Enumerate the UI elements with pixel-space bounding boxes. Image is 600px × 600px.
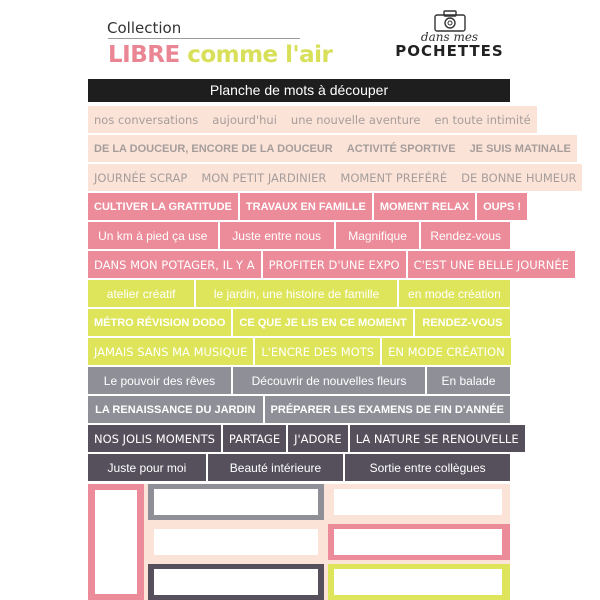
camera-icon <box>433 10 467 32</box>
collection-label: Collection <box>107 19 182 37</box>
word-row <box>88 222 510 249</box>
word-sticker[interactable]: PRÉPARER LES EXAMENS DE FIN D'ANNÉE <box>265 396 510 423</box>
word-sticker[interactable]: Le pouvoir des rêves <box>88 367 231 394</box>
word-sticker[interactable]: Rendez-vous <box>421 222 510 249</box>
tall-white-inset <box>95 490 137 594</box>
word-sticker[interactable]: OUPS ! <box>477 193 527 220</box>
word-sticker[interactable]: MOMENT PREFÉRÉ <box>334 164 453 191</box>
word-row <box>88 164 577 191</box>
word-sticker[interactable]: Magnifique <box>336 222 420 249</box>
word-sticker[interactable]: Sortie entre collègues <box>345 454 510 481</box>
peach-mid-inset <box>154 529 318 555</box>
word-row <box>88 396 510 423</box>
brand-logo <box>392 10 507 74</box>
word-sticker[interactable]: LA RENAISSANCE DU JARDIN <box>88 396 263 423</box>
collection-divider <box>108 38 300 39</box>
word-row <box>88 106 531 133</box>
word-sticker[interactable]: ACTIVITÉ SPORTIVE <box>341 135 462 162</box>
word-sticker[interactable]: en toute intimité <box>428 106 536 133</box>
word-row <box>88 280 510 307</box>
word-sticker[interactable]: DANS MON POTAGER, IL Y A <box>88 251 261 278</box>
word-sticker[interactable]: Beauté intérieure <box>208 454 343 481</box>
word-sticker[interactable]: LA NATURE SE RENOUVELLE <box>350 425 525 452</box>
word-sticker[interactable]: en mode création <box>399 280 510 307</box>
word-sticker[interactable]: le jardin, une histoire de famille <box>196 280 397 307</box>
sheet-title: Planche de mots à découper <box>88 79 510 102</box>
brand-bottom-text: POCHETTES <box>395 42 504 60</box>
collection-title <box>108 42 332 68</box>
word-sticker[interactable]: JOURNÉE SCRAP <box>88 164 193 191</box>
word-sticker[interactable]: TRAVAUX EN FAMILLE <box>240 193 372 220</box>
word-row <box>88 454 510 481</box>
word-row <box>88 193 522 220</box>
word-sticker[interactable]: atelier créatif <box>88 280 194 307</box>
blank-labels-area <box>88 484 510 600</box>
word-sticker[interactable]: DE BONNE HUMEUR <box>455 164 582 191</box>
word-sticker[interactable]: MÉTRO RÉVISION DODO <box>88 309 231 336</box>
word-sticker[interactable]: C'EST UNE BELLE JOURNÉE <box>408 251 575 278</box>
brand-top-text: dans mes <box>420 30 479 44</box>
word-sticker[interactable]: RENDEZ-VOUS <box>415 309 510 336</box>
word-row <box>88 367 510 394</box>
word-sticker[interactable]: EN MODE CRÉATION <box>382 338 511 365</box>
word-sticker[interactable]: L'ENCRE DES MOTS <box>255 338 380 365</box>
pink-mid-inset <box>334 529 502 555</box>
word-sticker[interactable]: JE SUIS MATINALE <box>464 135 577 162</box>
header <box>0 0 600 80</box>
word-sticker[interactable]: Un km à pied ça use <box>88 222 218 249</box>
collection-title-part2: comme l'air <box>187 42 333 68</box>
word-sticker[interactable]: Découvrir de nouvelles fleurs <box>233 367 425 394</box>
word-sticker[interactable]: PROFITER D'UNE EXPO <box>263 251 406 278</box>
word-row <box>88 425 519 452</box>
word-row <box>88 251 569 278</box>
word-sticker[interactable]: une nouvelle aventure <box>285 106 427 133</box>
word-sticker[interactable]: aujourd'hui <box>206 106 283 133</box>
word-sticker[interactable]: Juste entre nous <box>220 222 334 249</box>
word-sticker[interactable]: PARTAGE <box>223 425 286 452</box>
dark-label-inset <box>154 569 318 595</box>
word-sticker[interactable]: NOS JOLIS MOMENTS <box>88 425 221 452</box>
lime-label-inset <box>334 569 502 595</box>
word-row <box>88 135 571 162</box>
word-sticker[interactable]: J'ADORE <box>288 425 348 452</box>
word-sheet <box>88 79 577 600</box>
word-row <box>88 309 510 336</box>
peach-label-inset <box>334 489 502 515</box>
word-sticker[interactable]: nos conversations <box>88 106 204 133</box>
word-sticker[interactable]: DE LA DOUCEUR, ENCORE DE LA DOUCEUR <box>88 135 339 162</box>
word-sticker[interactable]: En balade <box>427 367 510 394</box>
word-row <box>88 338 510 365</box>
word-sticker[interactable]: Juste pour moi <box>88 454 206 481</box>
word-sticker[interactable]: MOMENT RELAX <box>374 193 475 220</box>
collection-title-part1: LIBRE <box>108 42 180 68</box>
grey-label-inset <box>154 489 318 515</box>
word-sticker[interactable]: JAMAIS SANS MA MUSIQUE <box>88 338 253 365</box>
word-sticker[interactable]: CULTIVER LA GRATITUDE <box>88 193 238 220</box>
word-sticker[interactable]: CE QUE JE LIS EN CE MOMENT <box>233 309 412 336</box>
word-sticker[interactable]: MON PETIT JARDINIER <box>195 164 332 191</box>
